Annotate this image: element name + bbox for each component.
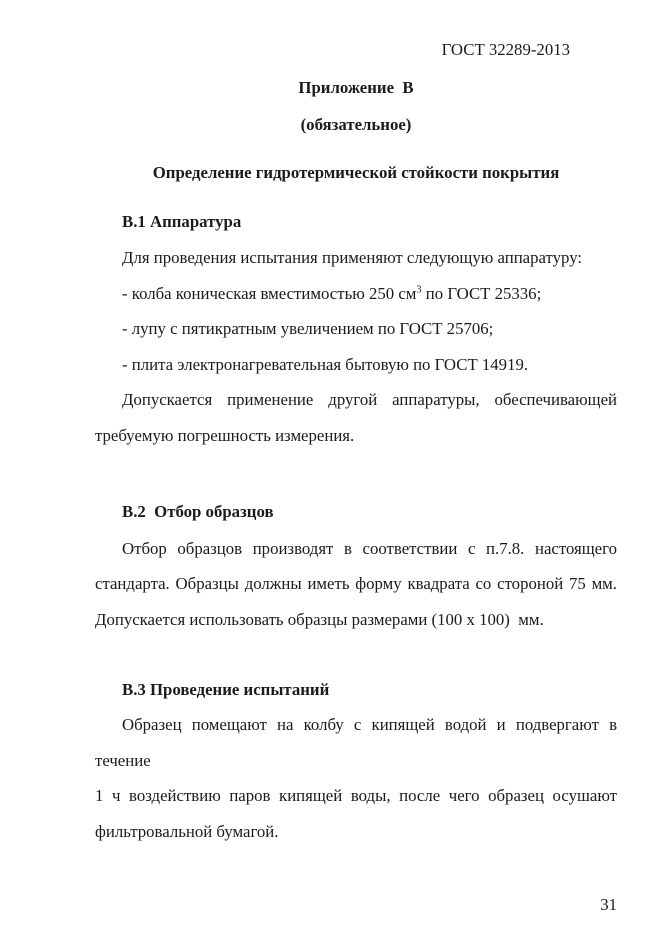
section-b3-paragraph-line: Образец помещают на колбу с кипящей водой и подвергают в течение (95, 715, 617, 770)
appendix-label: Приложение В (298, 78, 414, 97)
section-b3-paragraph-line: 1 ч воздействию паров кипящей воды, после чего образец осушают (95, 786, 617, 805)
list-item-hotplate: - плита электронагревательная бытовую по ГОСТ 14919. (122, 354, 529, 374)
section-b2-paragraph-line: стандарта. Образцы должны иметь форму квадрата со стороной 75 мм. (95, 574, 617, 593)
section-b1-intro: Для проведения испытания применяют следующую аппаратуру: (122, 247, 583, 267)
document-header: ГОСТ 32289-2013 (441, 40, 570, 59)
section-b1-paragraph-line: требуемую погрешность измерения. (95, 425, 355, 445)
appendix-type: (обязательное) (300, 115, 412, 134)
list-item-flask (95, 276, 617, 312)
section-b3-paragraph-line: фильтровальной бумагой. (95, 821, 279, 841)
section-b1-heading: В.1 Аппаратура (122, 212, 242, 231)
superscript-3: 3 (416, 283, 422, 295)
section-b2-heading: В.2 Отбор образцов (122, 501, 274, 521)
section-b2-paragraph-line: Допускается использовать образцы размерами (100 x 100) мм. (95, 609, 544, 629)
section-b3-heading: В.3 Проведение испытаний (122, 679, 330, 699)
page-number: 31 (600, 894, 617, 914)
list-item-loupe: - лупу с пятикратным увеличением по ГОСТ 25706; (122, 319, 494, 338)
section-b1-paragraph-line: Допускается применение другой аппаратуры, обеспечивающей (122, 390, 617, 409)
appendix-title: Определение гидротермической стойкости покрытия (152, 163, 560, 182)
section-b2-paragraph-line: Отбор образцов производят в соответствии с п.7.8. настоящего (122, 538, 617, 558)
list-item-flask-text: - колба коническая вместимостью 250 см (122, 283, 417, 303)
list-item-flask-gost: по ГОСТ 25336; (421, 283, 542, 303)
